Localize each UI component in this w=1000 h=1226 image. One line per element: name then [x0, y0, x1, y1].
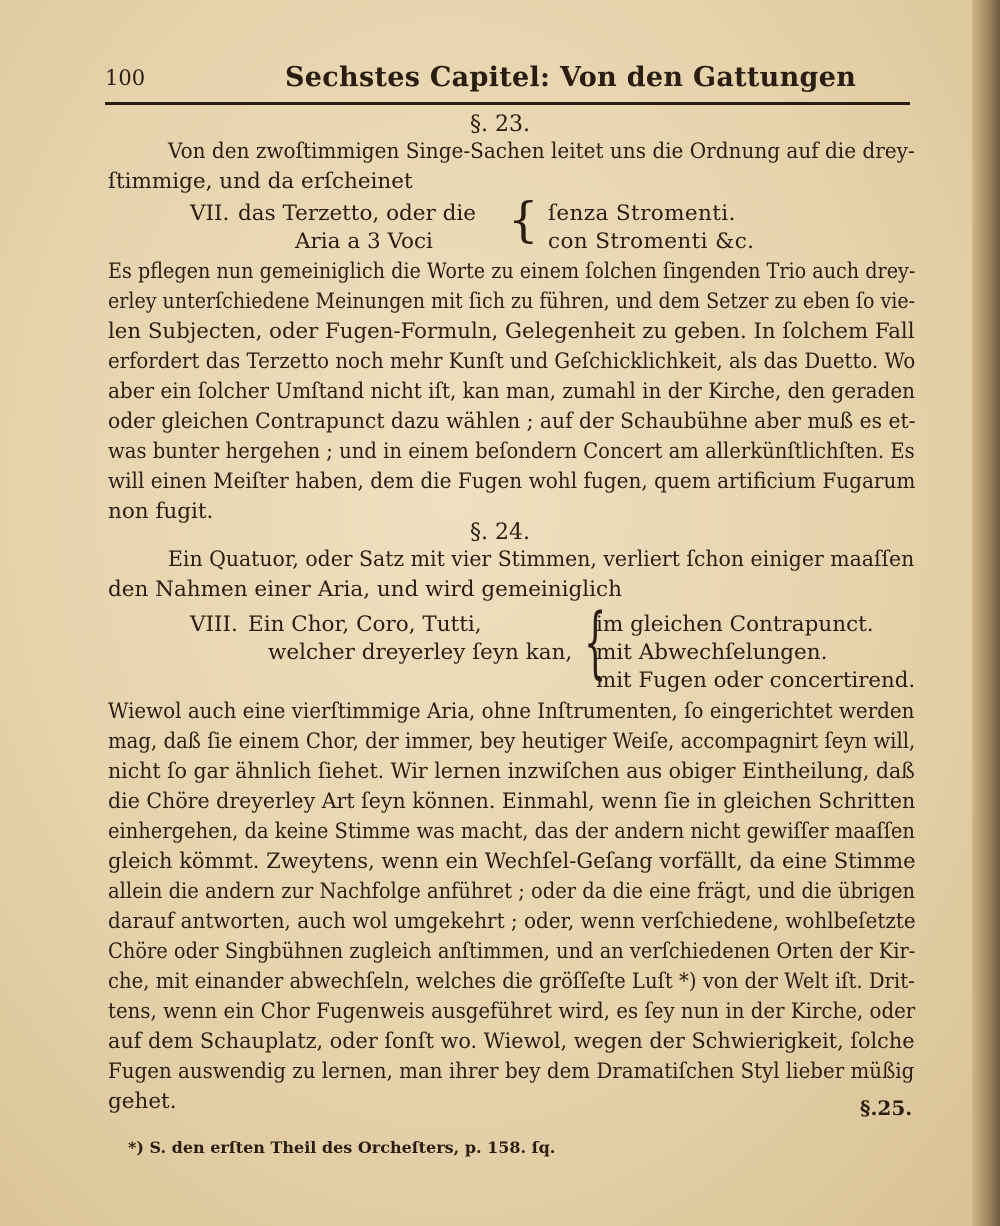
- footnote: *) S. den erſten Theil des Orcheſters, p. 158. ſq.: [128, 1138, 556, 1157]
- s24-body-4: die Chöre dreyerley Art ſeyn können. Einmahl, wenn ſie in gleichen Schritten: [108, 789, 916, 814]
- s23-body-5: aber ein ſolcher Umſtand nicht iſt, kan man, zumahl in der Kirche, den geraden: [108, 379, 916, 404]
- s23-body-4: erfordert das Terzetto noch mehr Kunſt und Geſchicklichkeit, als das Duetto. Wo: [108, 349, 916, 374]
- book-spine-shadow: [972, 0, 1000, 1226]
- s23-body-8: will einen Meiſter haben, dem die Fugen wohl fugen, quem artificium Fugarum: [108, 469, 916, 494]
- brace-icon: {: [508, 192, 539, 248]
- section-24-heading: §. 24.: [470, 520, 530, 545]
- running-head: Sechstes Capitel: Von den Gattungen: [285, 62, 857, 93]
- s24-body-5: einhergehen, da keine Stimme was macht, das der andern nicht gewiſſer maaſſen: [108, 819, 915, 844]
- s24-body-7: allein die andern zur Nachfolge anführet ; oder da die eine frägt, und die übrigen: [108, 879, 916, 904]
- item-8-right-2: mit Abwechſelungen.: [596, 640, 828, 665]
- catchword: §.25.: [860, 1096, 913, 1120]
- s24-line-2: den Nahmen einer Aria, und wird gemeiniglich: [108, 577, 622, 602]
- header-rule: [105, 102, 910, 105]
- s23-body-1: Es pflegen nun gemeiniglich die Worte zu einem ſolchen ſingenden Trio auch drey-: [108, 259, 916, 284]
- page-number: 100: [105, 66, 146, 90]
- item-8-right-1: im gleichen Contrapunct.: [596, 612, 874, 637]
- s24-body-3: nicht ſo gar ähnlich ſiehet. Wir lernen inzwiſchen aus obiger Eintheilung, daß: [108, 759, 915, 784]
- s23-body-9: non fugit.: [108, 499, 214, 524]
- s23-body-2: erley unterſchiedene Meinungen mit ſich zu führen, und dem Setzer zu eben ſo vie-: [108, 289, 916, 314]
- s24-body-8: darauf antworten, auch wol umgekehrt ; oder, wenn verſchiedene, wohlbeſetzte: [108, 909, 916, 934]
- s24-line-1: Ein Quatuor, oder Satz mit vier Stimmen, verliert ſchon einiger maaſſen: [168, 547, 915, 572]
- section-23-heading: §. 23.: [470, 112, 530, 137]
- item-7-right-1: ſenza Stromenti.: [548, 201, 736, 226]
- s24-body-2: mag, daß ſie einem Chor, der immer, bey heutiger Weiſe, accompagnirt ſeyn will,: [108, 729, 916, 754]
- item-8-numeral: VIII.: [190, 612, 238, 637]
- item-7-numeral: VII.: [190, 201, 230, 226]
- s24-body-1: Wiewol auch eine vierſtimmige Aria, ohne Inſtrumenten, ſo eingerichtet werden: [108, 699, 915, 724]
- s24-body-6: gleich kömmt. Zweytens, wenn ein Wechſel-Geſang vorfällt, da eine Stimme: [108, 849, 916, 874]
- s24-body-14: gehet.: [108, 1089, 177, 1114]
- item-8-left-1: Ein Chor, Coro, Tutti,: [248, 612, 482, 637]
- brace-icon: {: [584, 598, 607, 688]
- s23-line-1: Von den zwoſtimmigen Singe-Sachen leitet uns die Ordnung auf die drey-: [168, 139, 915, 164]
- item-7-left-1: das Terzetto, oder die: [238, 201, 476, 226]
- s24-body-13: Fugen auswendig zu lernen, man ihrer bey dem Dramatiſchen Styl lieber müßig: [108, 1059, 915, 1084]
- s24-body-9: Chöre oder Singbühnen zugleich anſtimmen, und an verſchiedenen Orten der Kir-: [108, 939, 916, 964]
- s23-body-3: len Subjecten, oder Fugen-Formuln, Gelegenheit zu geben. In ſolchem Fall: [108, 319, 915, 344]
- s24-body-10: che, mit einander abwechſeln, welches die gröſſeſte Luſt *) von der Welt iſt. Drit-: [108, 969, 915, 994]
- s24-body-12: auf dem Schauplatz, oder ſonſt wo. Wiewol, wegen der Schwierigkeit, ſolche: [108, 1029, 915, 1054]
- item-7-left-2: Aria a 3 Voci: [295, 229, 433, 254]
- s23-line-2: ſtimmige, und da erſcheinet: [108, 169, 413, 194]
- s23-body-7: was bunter hergehen ; und in einem beſondern Concert am allerkünſtlichſten. Es: [108, 439, 915, 464]
- item-8-left-2: welcher dreyerley ſeyn kan,: [268, 640, 573, 665]
- item-7-right-2: con Stromenti &c.: [548, 229, 755, 254]
- item-8-right-3: mit Fugen oder concertirend.: [596, 668, 916, 693]
- s24-body-11: tens, wenn ein Chor Fugenweis ausgeführet wird, es ſey nun in der Kirche, oder: [108, 999, 916, 1024]
- s23-body-6: oder gleichen Contrapunct dazu wählen ; auf der Schaubühne aber muß es et-: [108, 409, 916, 434]
- page-header: [105, 62, 910, 102]
